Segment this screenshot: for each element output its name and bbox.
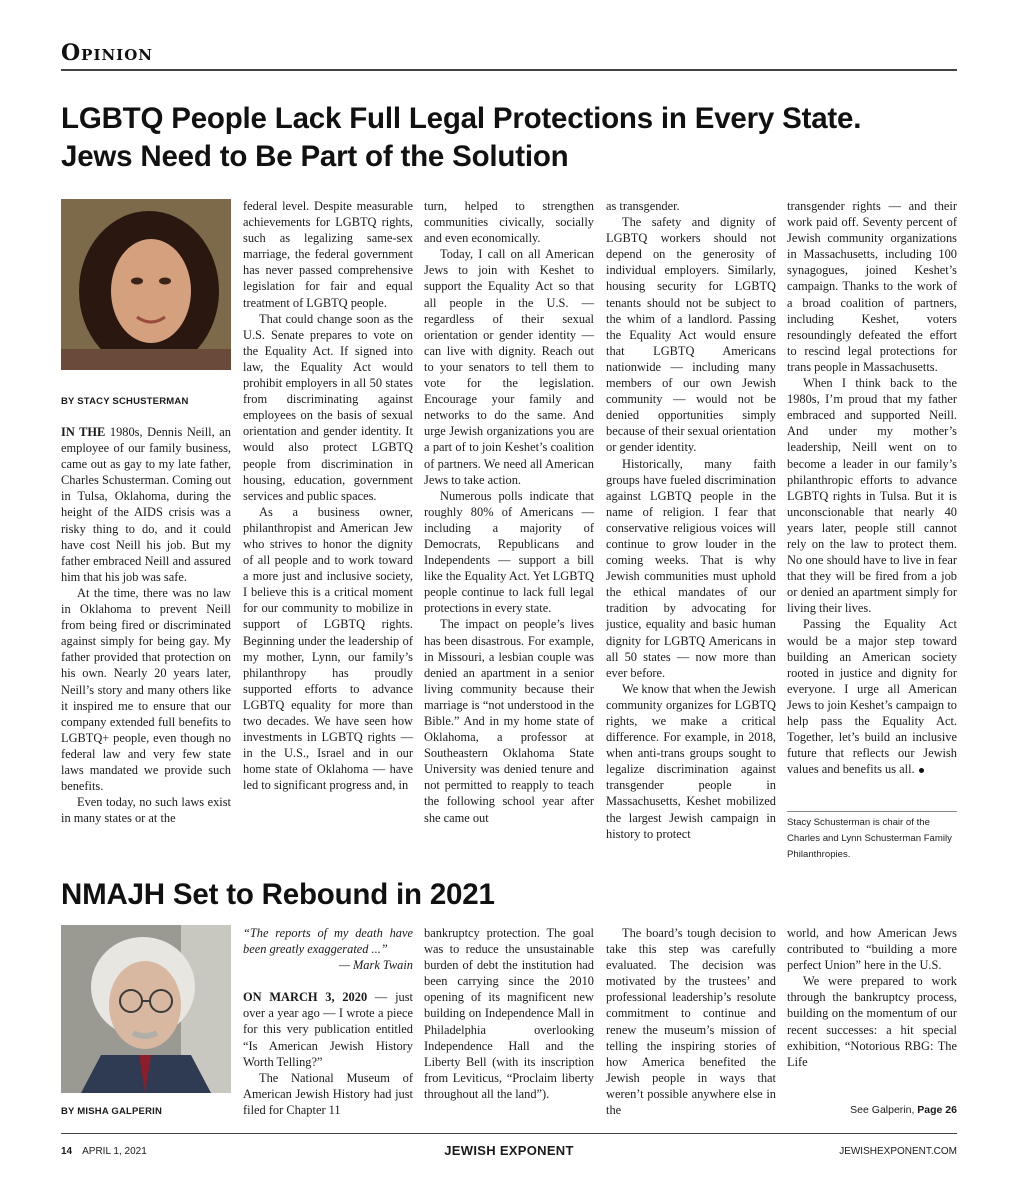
section-label: Opinion bbox=[61, 40, 153, 66]
paragraph: Even today, no such laws exist in many states or at the bbox=[61, 795, 231, 826]
lead-in: ON MARCH 3, 2020 bbox=[243, 990, 368, 1005]
lead-in: IN THE bbox=[61, 425, 106, 439]
publication-name: JEWISH EXPONENT bbox=[444, 1143, 574, 1158]
paragraph-text: — just over a year ago — I wrote a piece for this very publication entitled “Is American Jewish History Worth Telling?” bbox=[243, 990, 413, 1069]
article1-column-1 bbox=[61, 424, 231, 826]
paragraph: as transgender. bbox=[606, 199, 680, 213]
page-number: 14 bbox=[61, 1146, 73, 1157]
continuation-prefix: See Galperin, bbox=[850, 1104, 918, 1116]
article1-column-2 bbox=[243, 198, 413, 793]
paragraph: transgender rights — and their work paid off. Seventy percent of Jewish community organizations in Massachusetts, including 100 synagogues, joined Keshet’s campaign. Thanks to the work of a broad coalition of partners, including Keshet, voters resoundingly defeated the effort to rescind legal protections for trans people in Massachusetts. bbox=[787, 199, 957, 374]
paragraph: world, and how American Jews contributed to “building a more perfect Union” here in the U.S. bbox=[787, 926, 957, 973]
paragraph: The board’s tough decision to take this step was carefully evaluated. The decision was motivated by the trustees’ and professional leadership’s resolute commitment to continue and renew the museum’s mission of telling the inspiring stories of how America benefited the Jewish people in ways that weren’t possible anywhere else in the bbox=[606, 926, 776, 1118]
article1-column-4 bbox=[606, 198, 776, 842]
epigraph-quote: “The reports of my death have been greatly exaggerated ...” bbox=[243, 926, 413, 957]
paragraph: Historically, many faith groups have fueled discrimination against LGBTQ people in the name of religion. I fear that conservative religious voices will continue to grow louder in the coming weeks. That is why Jewish communities must uphold the ethical mandates of our tradition by advocating for justice, equality and basic human dignity for LGBTQ Americans in all 50 states — now more than ever before. bbox=[606, 456, 776, 680]
paragraph: bankruptcy protection. The goal was to reduce the unsustainable burden of debt the institution had been carrying since the 2010 opening of its magnificent new building on Independence Mall in Philadelphia overlooking Independence Hall and the Liberty Bell (with its inscription from Leviticus, “Proclaim liberty throughout all the land”). bbox=[424, 926, 594, 1101]
headline-line2: Jews Need to Be Part of the Solution bbox=[61, 140, 569, 173]
paragraph-text: Passing the Equality Act would be a major step toward building an American society rooted in justice and dignity for everyone. I urge all American Jews to join Keshet’s campaign to help pass the Equality Act. Together, let’s build an inclusive future that reflects our Jewish values and benefits us all. bbox=[787, 617, 957, 777]
portrait-image bbox=[61, 925, 231, 1093]
article2-column-5 bbox=[787, 925, 957, 1070]
paragraph bbox=[243, 989, 413, 1069]
paragraph: The safety and dignity of LGBTQ workers should not depend on the generosity of individual employers. Similarly, housing security for LGBTQ tenants should not be subject to the whim of a landlord. Passing the Equality Act would ensure that LGBTQ Americans nationwide — including many members of our own Jewish community — would not be denied opportunities simply because of their sexual orientation or gender identity. bbox=[606, 215, 776, 455]
article2-column-2 bbox=[243, 925, 413, 1118]
paragraph: We were prepared to work through the bankruptcy process, building on the momentum of our recent successes: a hit special exhibition, “Notorious RBG: The Life bbox=[787, 974, 957, 1069]
author-photo-galperin bbox=[61, 925, 231, 1093]
article1-column-5 bbox=[787, 198, 957, 777]
end-mark-icon bbox=[919, 768, 924, 773]
article2-byline: BY MISHA GALPERIN bbox=[61, 1106, 163, 1117]
article1-column-3 bbox=[424, 198, 594, 826]
paragraph: When I think back to the 1980s, I’m proud that my father embraced and supported Neill. And under my mother’s leadership, Neill went on to become a leader in our family’s philanthropic efforts to advance LGBTQ rights in Tulsa. But it is unconscionable that nearly 40 years later, people still cannot rely on the law to protect them. No one should have to live in fear that they will be fired from a job or denied an apartment simply for living their lives. bbox=[787, 376, 957, 616]
article2-headline: NMAJH Set to Rebound in 2021 bbox=[61, 878, 495, 911]
paragraph: The National Museum of American Jewish History had just filed for Chapter 11 bbox=[243, 1070, 413, 1117]
paragraph: turn, helped to strengthen communities civically, socially and even economically. bbox=[424, 199, 594, 246]
article1-byline: BY STACY SCHUSTERMAN bbox=[61, 396, 189, 407]
bottom-rule bbox=[61, 1133, 957, 1134]
paragraph: Today, I call on all American Jews to join with Keshet to support the Equality Act so that all people in the U.S. — regardless of their sexual orientation or gender identity — can live with dignity. Reach out to your senators to tell them to vote for the legislation. Encourage your family and networks to do the same. And urge Jewish organizations you are a part of to join Keshet’s coalition of partners. We need all American Jews to take action. bbox=[424, 247, 594, 487]
continuation-page: Page 26 bbox=[917, 1104, 957, 1116]
headline-line1: LGBTQ People Lack Full Legal Protections in Every State. bbox=[61, 102, 862, 135]
credit-rule bbox=[787, 811, 957, 812]
paragraph: At the time, there was no law in Oklahoma to prevent Neill from being fired or discriminated against simply for being gay. My father provided that protection on his own. Nearly 20 years later, Neill’s story and many others like it inspired me to ensure that our company extended full benefits to LGBTQ+ people, even though no federal law and very few state laws mandated we provide such benefits. bbox=[61, 585, 231, 794]
paragraph bbox=[61, 424, 231, 585]
paragraph: We know that when the Jewish community organizes for LGBTQ rights, we make a critical difference. For example, in 2018, when anti-trans groups sought to legalize discrimination against transgender people in Massachusetts, Keshet mobilized the largest Jewish campaign in history to protect bbox=[606, 681, 776, 841]
author-photo-schusterman bbox=[61, 199, 231, 370]
paragraph: As a business owner, philanthropist and American Jew who strives to honor the dignity of all people and to work toward a more just and inclusive society, I believe this is a critical moment for our community to mobilize in support of LGBTQ rights. Beginning under the leadership of my mother, Lynn, our family’s philanthropy has proudly supported efforts to advance LGBTQ equality for more than two decades. We have seen how investments in LGBTQ rights — in the U.S., Israel and in our home state of Oklahoma — have led to significant progress and, in bbox=[243, 504, 413, 793]
article2-column-3 bbox=[424, 925, 594, 1102]
paragraph: The impact on people’s lives has been disastrous. For example, in Missouri, a lesbian couple was denied an apartment in a senior living community because their marriage is “not understood in the Bible.” And in my home state of Oklahoma, a professor at Southeastern Oklahoma State University was denied tenure and not permitted to reapply to teach the following school year after she came out bbox=[424, 617, 594, 825]
website-link[interactable]: JEWISHEXPONENT.COM bbox=[839, 1146, 957, 1157]
continuation-link[interactable] bbox=[787, 1104, 957, 1116]
top-rule bbox=[61, 69, 957, 71]
paragraph: Numerous polls indicate that roughly 80% of Americans — including a majority of Democrats, Republicans and Independents — support a bill like the Equality Act. Yet LGBTQ people continue to lack full legal protections in every state. bbox=[424, 488, 594, 616]
article1-headline bbox=[61, 100, 961, 176]
paragraph: federal level. Despite measurable achievements for LGBTQ rights, such as legalizing same-sex marriage, the federal government has never passed comprehensive legislation for fair and equal treatment of LGBTQ people. bbox=[243, 199, 413, 310]
epigraph-attribution: — Mark Twain bbox=[338, 958, 413, 973]
paragraph bbox=[787, 616, 957, 777]
portrait-image bbox=[61, 199, 231, 370]
issue-date: APRIL 1, 2021 bbox=[82, 1146, 147, 1157]
paragraph: That could change soon as the U.S. Senate prepares to vote on the Equality Act. If signed into law, the Equality Act would prohibit employers in all 50 states from discriminating against employees on the basis of sexual orientation and gender identity. It would also protect LGBTQ people from discrimination in housing, education, government services and public spaces. bbox=[243, 311, 413, 503]
paragraph-text: 1980s, Dennis Neill, an employee of our family business, came out as gay to my late father, Charles Schusterman. Coming out in Tulsa, Oklahoma, during the height of the AIDS crisis was a risky thing to do, and it could have cost Neill his job. But my father embraced Neill and assured him that his job was safe. bbox=[61, 425, 232, 584]
article2-column-4 bbox=[606, 925, 776, 1118]
author-credit: Stacy Schusterman is chair of the Charles and Lynn Schusterman Family Philanthropies. bbox=[787, 817, 952, 860]
